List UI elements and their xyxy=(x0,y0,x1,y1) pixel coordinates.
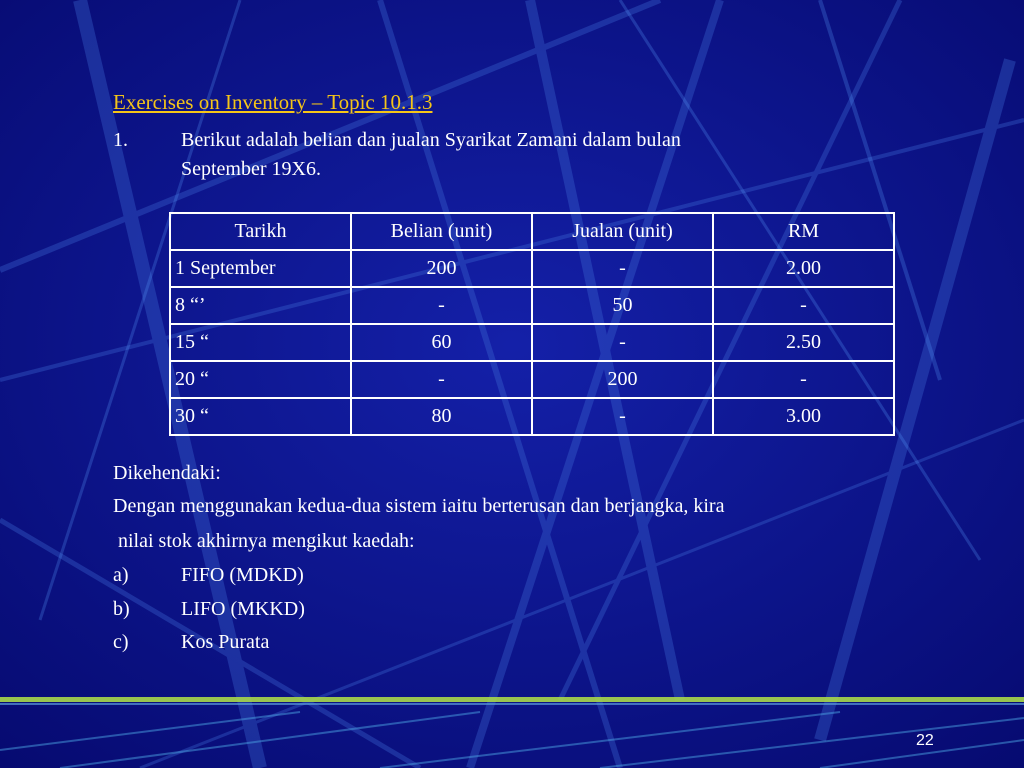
table-cell: 3.00 xyxy=(713,398,894,435)
table-header-cell: RM xyxy=(713,213,894,250)
question-text-line-1: Berikut adalah belian dan jualan Syarikat Zamani dalam bulan xyxy=(181,129,681,151)
table-cell: - xyxy=(532,324,713,361)
option-marker-b: b) xyxy=(113,598,130,620)
table-header-cell: Jualan (unit) xyxy=(532,213,713,250)
option-marker-c: c) xyxy=(113,631,129,653)
table-cell: 50 xyxy=(532,287,713,324)
requirement-text-line-2: nilai stok akhirnya mengikut kaedah: xyxy=(113,530,415,552)
table-cell: 1 September xyxy=(170,250,351,287)
table-cell: - xyxy=(351,287,532,324)
table-row xyxy=(170,250,894,287)
table-cell: 20 “ xyxy=(170,361,351,398)
table-header-row xyxy=(170,213,894,250)
table-row xyxy=(170,287,894,324)
table-cell: - xyxy=(713,361,894,398)
table-cell: 60 xyxy=(351,324,532,361)
table-cell: 8 “’ xyxy=(170,287,351,324)
table-cell: 200 xyxy=(351,250,532,287)
table-cell: 200 xyxy=(532,361,713,398)
option-text-b: LIFO (MKKD) xyxy=(181,598,305,620)
inventory-table xyxy=(169,212,895,436)
table-cell: 15 “ xyxy=(170,324,351,361)
table-cell: - xyxy=(351,361,532,398)
table-cell: - xyxy=(532,398,713,435)
option-text-c: Kos Purata xyxy=(181,631,270,653)
slide-title: Exercises on Inventory – Topic 10.1.3 xyxy=(113,90,433,114)
table-header-cell: Tarikh xyxy=(170,213,351,250)
table-cell: 2.00 xyxy=(713,250,894,287)
table-row xyxy=(170,398,894,435)
requirement-label: Dikehendaki: xyxy=(113,462,221,484)
option-marker-a: a) xyxy=(113,564,129,586)
question-number: 1. xyxy=(113,129,128,151)
table-cell: 2.50 xyxy=(713,324,894,361)
table-cell: - xyxy=(532,250,713,287)
page-number: 22 xyxy=(916,732,934,749)
question-text-line-2: September 19X6. xyxy=(181,158,321,180)
table-row xyxy=(170,324,894,361)
table-cell: - xyxy=(713,287,894,324)
table-row xyxy=(170,361,894,398)
option-text-a: FIFO (MDKD) xyxy=(181,564,304,586)
table-cell: 30 “ xyxy=(170,398,351,435)
table-cell: 80 xyxy=(351,398,532,435)
requirement-text-line-1: Dengan menggunakan kedua-dua sistem iaitu berterusan dan berjangka, kira xyxy=(113,495,725,517)
table-header-cell: Belian (unit) xyxy=(351,213,532,250)
